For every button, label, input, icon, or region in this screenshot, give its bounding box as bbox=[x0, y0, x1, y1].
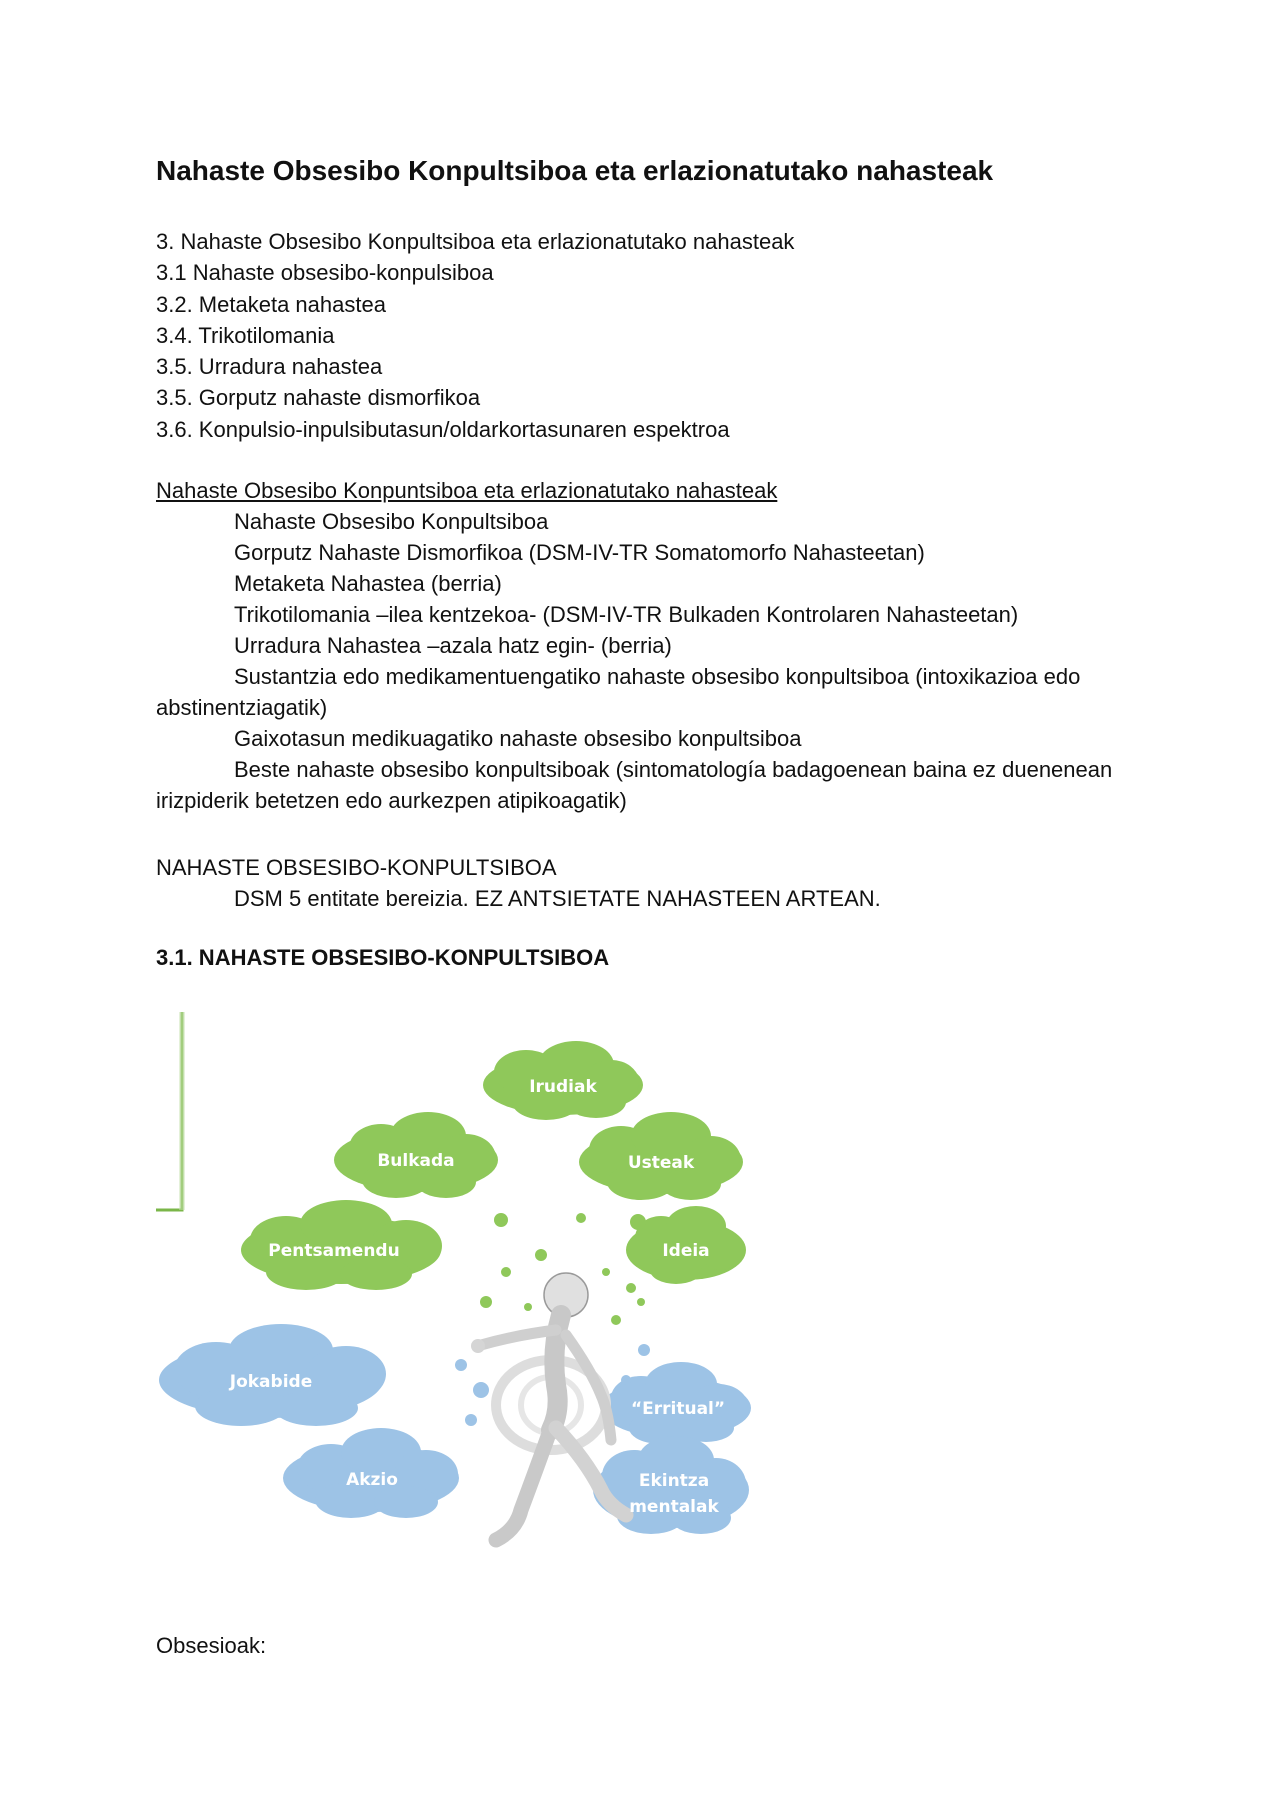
toc-item: 3. Nahaste Obsesibo Konpultsiboa eta erlazionatutako nahasteak bbox=[156, 229, 795, 254]
toc-item: 3.4. Trikotilomania bbox=[156, 322, 335, 348]
cloud-label: Ideia bbox=[662, 1241, 710, 1261]
toc-item: 3.6. Konpulsio-inpulsibutasun/oldarkortasunaren espektroa bbox=[156, 416, 730, 442]
obsessions-illustration bbox=[156, 1010, 776, 1600]
cloud-label: “Erritual” bbox=[630, 1399, 726, 1419]
cloud-label: Usteak bbox=[627, 1153, 695, 1173]
cloud-label: mentalak bbox=[629, 1497, 719, 1517]
toc-item: 3.5. Gorputz nahaste dismorfikoa bbox=[156, 385, 481, 411]
frame-border bbox=[156, 1012, 182, 1210]
cloud-label: Ekintza bbox=[638, 1471, 710, 1491]
walking-figure bbox=[471, 1273, 626, 1540]
related-disorders-section bbox=[156, 475, 1126, 816]
list-item: Gaixotasun medikuagatiko nahaste obsesibo konpultsiboa bbox=[234, 726, 802, 751]
document-title: Nahaste Obsesibo Konpultsiboa eta erlazionatutako nahasteak bbox=[156, 155, 994, 186]
toc-item: 3.5. Urradura nahastea bbox=[156, 354, 383, 380]
subsection-heading: 3.1. NAHASTE OBSESIBO-KONPULTSIBOA bbox=[156, 945, 610, 970]
list-item: Gorputz Nahaste Dismorfikoa (DSM-IV-TR Somatomorfo Nahasteetan) bbox=[234, 540, 925, 565]
list-item: Beste nahaste obsesibo konpultsiboak (sintomatología badagoenean baina ez duenenean irizpiderik betetzen edo aurkezpen atipikoagatik) bbox=[156, 757, 1113, 813]
list-item: Trikotilomania –ilea kentzekoa- (DSM-IV-TR Bulkaden Kontrolaren Nahasteetan) bbox=[234, 602, 1019, 627]
list-item: Urradura Nahastea –azala hatz egin- (berria) bbox=[234, 633, 672, 658]
green-clouds bbox=[241, 1041, 746, 1325]
cloud-label: Irudiak bbox=[529, 1077, 597, 1097]
list-item: Metaketa Nahastea (berria) bbox=[234, 571, 502, 596]
cloud-label: Pentsamendu bbox=[268, 1241, 400, 1261]
toc-item: 3.2. Metaketa nahastea bbox=[156, 291, 386, 317]
obsessions-label: Obsesioak: bbox=[156, 1633, 267, 1658]
list-item: Sustantzia edo medikamentuengatiko nahaste obsesibo konpultsiboa (intoxikazioa edo abstinentziagatik) bbox=[156, 664, 1081, 720]
cloud-label: Akzio bbox=[346, 1470, 398, 1490]
noc-note: DSM 5 entitate bereizia. EZ ANTSIETATE NAHASTEEN ARTEAN. bbox=[234, 886, 881, 911]
noc-section bbox=[156, 852, 881, 914]
table-of-contents bbox=[156, 226, 794, 445]
noc-heading: NAHASTE OBSESIBO-KONPULTSIBOA bbox=[156, 855, 557, 880]
section-heading: Nahaste Obsesibo Konpuntsiboa eta erlazionatutako nahasteak bbox=[156, 478, 778, 503]
cloud-label: Bulkada bbox=[377, 1151, 455, 1171]
cloud-label: Jokabide bbox=[229, 1372, 313, 1392]
toc-item: 3.1 Nahaste obsesibo-konpulsiboa bbox=[156, 260, 494, 286]
list-item: Nahaste Obsesibo Konpultsiboa bbox=[234, 509, 549, 534]
